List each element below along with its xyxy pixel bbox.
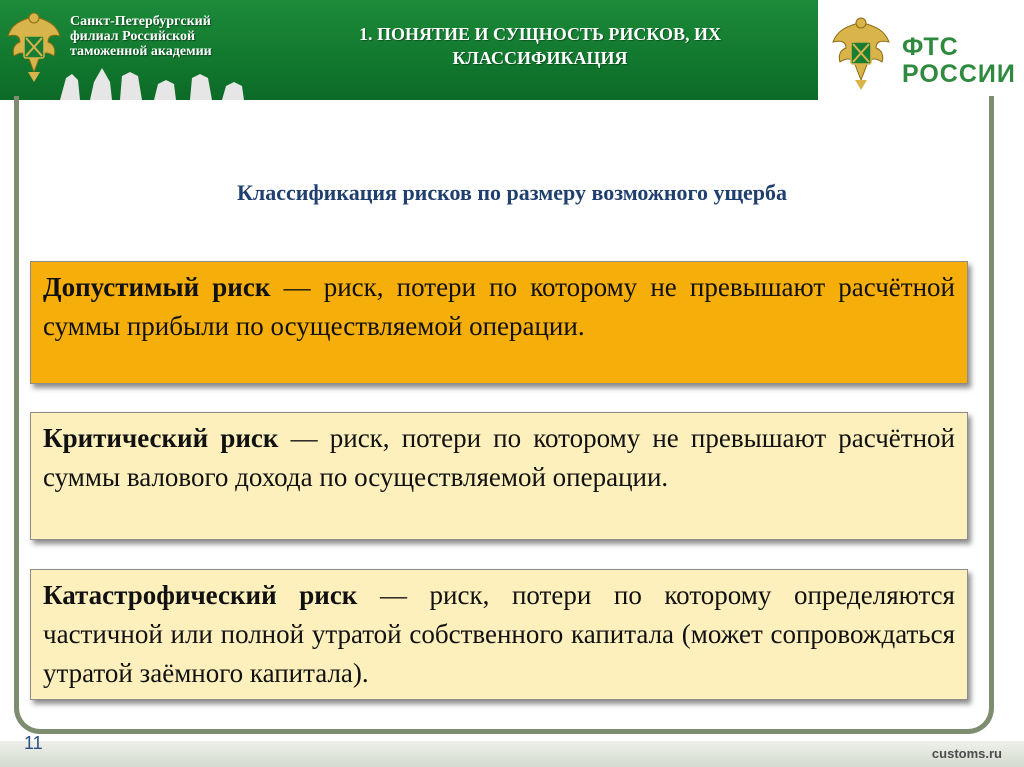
risk-definition: — риск, потери по которому не превышают расчётной суммы валового дохода по осуществляемой операции. — [43, 423, 955, 492]
section-subtitle: Классификация рисков по размеру возможного ущерба — [236, 180, 788, 205]
risk-definition: — риск, потери по которому определяются частичной или полной утратой собственного капитала (может сопровождаться утратой заёмного капитала). — [43, 580, 955, 688]
slide-title: 1. ПОНЯТИЕ И СУЩНОСТЬ РИСКОВ, ИХ КЛАССИФИКАЦИЯ — [359, 24, 721, 68]
fts-logo-line2: РОССИИ — [902, 60, 1016, 88]
slide-header — [0, 0, 1024, 100]
footer-bar — [0, 741, 1024, 767]
decorative-silhouettes — [50, 58, 250, 100]
fts-logo — [902, 34, 1016, 88]
page-number: 11 — [24, 733, 43, 753]
academy-name: Санкт-Петербургский филиал Российской таможенной академии — [70, 14, 212, 59]
risk-box-critical — [30, 412, 968, 540]
risk-term: Критический риск — [43, 423, 279, 453]
risk-definition: — риск, потери по которому не превышают расчётной суммы прибыли по осуществляемой операции. — [43, 272, 955, 341]
risk-box-catastrophic — [30, 569, 968, 700]
fts-logo-line1: ФТС — [902, 33, 959, 61]
risk-box-acceptable — [30, 261, 968, 384]
risk-term: Допустимый риск — [43, 272, 271, 302]
site-link[interactable]: customs.ru — [931, 746, 1002, 761]
fts-eagle-icon — [830, 12, 892, 92]
risk-term: Катастрофический риск — [43, 580, 358, 610]
